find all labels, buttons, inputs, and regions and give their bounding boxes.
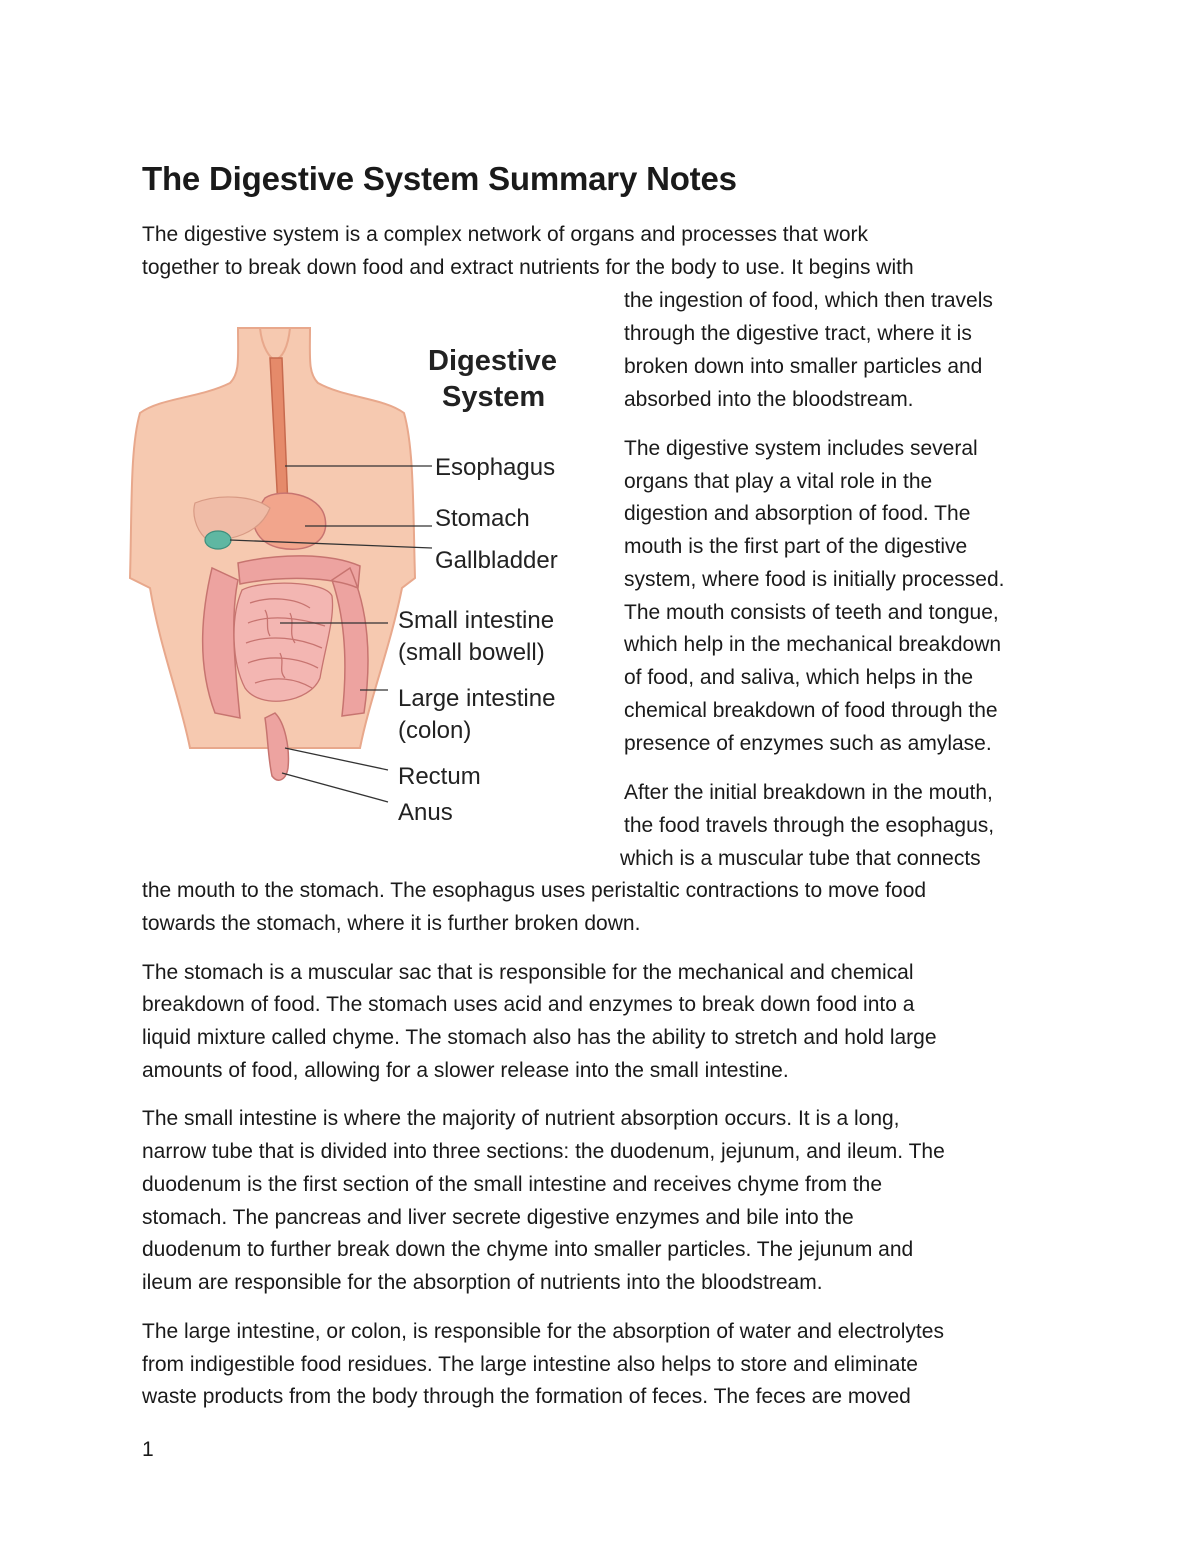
paragraph-line: breakdown of food. The stomach uses acid and enzymes to break down food into a	[142, 993, 915, 1016]
small-intestine-organ	[234, 583, 333, 701]
intro-line: through the digestive tract, where it is	[624, 322, 972, 345]
label-stomach: Stomach	[435, 505, 530, 532]
paragraph-line: The digestive system includes several	[624, 437, 978, 460]
paragraph-line: amounts of food, allowing for a slower release into the small intestine.	[142, 1059, 789, 1082]
paragraph-line: waste products from the body through the formation of feces. The feces are moved	[142, 1385, 911, 1408]
paragraph-line: liquid mixture called chyme. The stomach also has the ability to stretch and hold large	[142, 1026, 937, 1049]
anus-leader	[282, 773, 388, 802]
intro-line: broken down into smaller particles and	[624, 355, 983, 378]
paragraph-line: digestion and absorption of food. The	[624, 502, 971, 525]
paragraph-line: towards the stomach, where it is further broken down.	[142, 912, 641, 935]
digestive-system-figure	[120, 318, 600, 843]
paragraph-line: duodenum to further break down the chyme into smaller particles. The jejunum and	[142, 1238, 914, 1261]
label-gallbladder: Gallbladder	[435, 547, 558, 574]
paragraph-line: The large intestine, or colon, is responsible for the absorption of water and electrolytes	[142, 1320, 944, 1343]
paragraph-line: from indigestible food residues. The large intestine also helps to store and eliminate	[142, 1353, 918, 1376]
rectum-leader	[285, 748, 388, 770]
paragraph-line: the mouth to the stomach. The esophagus uses peristaltic contractions to move food	[142, 879, 927, 902]
intro-line: absorbed into the bloodstream.	[624, 388, 914, 411]
label-anus: Anus	[398, 799, 453, 826]
intro-line: The digestive system is a complex network of organs and processes that work	[142, 223, 868, 246]
label-large-intestine-alt: (colon)	[398, 717, 472, 744]
label-small-intestine-alt: (small bowell)	[398, 639, 545, 666]
label-esophagus: Esophagus	[435, 454, 556, 481]
label-large-intestine: Large intestine	[398, 685, 556, 712]
paragraph-line: the food travels through the esophagus,	[624, 814, 995, 837]
paragraph-line: The mouth consists of teeth and tongue,	[624, 601, 999, 624]
paragraph-line: ileum are responsible for the absorption of nutrients into the bloodstream.	[142, 1271, 823, 1294]
paragraph-line: narrow tube that is divided into three sections: the duodenum, jejunum, and ileum. The	[142, 1140, 945, 1163]
label-small-intestine: Small intestine	[398, 607, 555, 634]
paragraph-line: which is a muscular tube that connects	[620, 847, 981, 870]
paragraph-line: organs that play a vital role in the	[624, 470, 933, 493]
figure-title-line2: System	[442, 381, 546, 413]
paragraph-line: which help in the mechanical breakdown	[624, 633, 1002, 656]
paragraph-line: system, where food is initially processed.	[624, 568, 1005, 591]
paragraph-line: chemical breakdown of food through the	[624, 699, 998, 722]
gallbladder-organ	[205, 531, 231, 549]
intro-line: the ingestion of food, which then travels	[624, 289, 993, 312]
figure-title-line1: Digestive	[428, 345, 557, 377]
paragraph-line: The small intestine is where the majority of nutrient absorption occurs. It is a long,	[142, 1107, 900, 1130]
paragraph-line: mouth is the first part of the digestive	[624, 535, 968, 558]
paragraph-line: of food, and saliva, which helps in the	[624, 666, 974, 689]
page-number: 1	[142, 1438, 154, 1461]
label-rectum: Rectum	[398, 763, 481, 790]
paragraph-line: duodenum is the first section of the small intestine and receives chyme from the	[142, 1173, 883, 1196]
paragraph-line: After the initial breakdown in the mouth,	[624, 781, 993, 804]
paragraph-line: stomach. The pancreas and liver secrete digestive enzymes and bile into the	[142, 1206, 854, 1229]
paragraph-line: The stomach is a muscular sac that is responsible for the mechanical and chemical	[142, 961, 914, 984]
intro-line: together to break down food and extract nutrients for the body to use. It begins with	[142, 256, 914, 279]
page-title: The Digestive System Summary Notes	[142, 160, 737, 197]
paragraph-line: presence of enzymes such as amylase.	[624, 732, 992, 755]
